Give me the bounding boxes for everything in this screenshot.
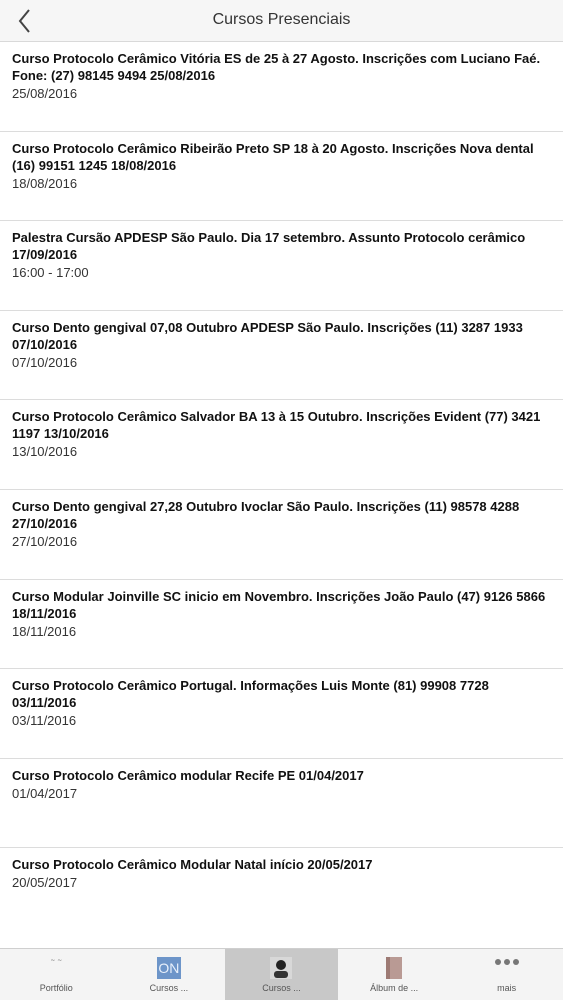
item-date: 27/10/2016 — [12, 533, 78, 549]
list-item[interactable] — [0, 669, 563, 759]
tab-more[interactable] — [450, 949, 563, 1000]
tab-cursos-online[interactable] — [113, 949, 226, 1000]
list-item[interactable] — [0, 580, 563, 670]
tab-label: Cursos ... — [149, 983, 189, 993]
course-list[interactable] — [0, 42, 563, 936]
tab-label: mais — [497, 983, 517, 993]
nav-header — [0, 0, 563, 42]
item-date: 18/11/2016 — [12, 623, 77, 639]
item-date: 20/05/2017 — [12, 875, 78, 891]
item-title: Curso Protocolo Cerâmico Salvador BA 13 à 15 Outubro. Inscrições Evident (77) 3421 1197 13/10/2016 — [12, 409, 541, 442]
item-title: Curso Modular Joinville SC inicio em Novembro. Inscrições João Paulo (47) 9126 5866 18/11/2016 — [12, 588, 546, 621]
tab-label: Cursos ... — [262, 983, 301, 993]
item-title: Curso Protocolo Cerâmico Vitória ES de 25 à 27 Agosto. Inscrições com Luciano Faé. Fone: (27) 98145 9494 25/08/2016 — [12, 51, 541, 83]
tab-portfolio[interactable] — [0, 949, 113, 1000]
list-item[interactable] — [0, 221, 563, 311]
item-title: Curso Dento gengival 07,08 Outubro APDESP São Paulo. Inscrições (11) 3287 1933 07/10/2016 — [12, 319, 523, 352]
item-title: Curso Protocolo Cerâmico Ribeirão Preto SP 18 à 20 Agosto. Inscrições Nova dental (16) 99151 1245 18/08/2016 — [12, 140, 534, 173]
item-date: 03/11/2016 — [12, 713, 77, 729]
item-date: 01/04/2017 — [12, 785, 78, 801]
list-item[interactable] — [0, 311, 563, 401]
item-title: Curso Protocolo Cerâmico Portugal. Informações Luis Monte (81) 99908 7728 03/11/2016 — [12, 678, 489, 711]
list-item[interactable] — [0, 490, 563, 580]
item-title: Palestra Cursão APDESP São Paulo. Dia 17 setembro. Assunto Protocolo cerâmico 17/09/2016 — [12, 230, 526, 263]
list-item[interactable] — [0, 400, 563, 490]
item-date: 16:00 - 17:00 — [12, 265, 89, 281]
tab-bar — [0, 948, 563, 1000]
item-date: 25/08/2016 — [12, 86, 78, 101]
tab-cursos-presenciais[interactable] — [225, 949, 338, 1000]
item-date: 18/08/2016 — [12, 175, 78, 191]
list-item[interactable] — [0, 42, 563, 132]
page-title: Cursos Presenciais — [212, 11, 351, 28]
item-title: Curso Protocolo Cerâmico modular Recife PE 01/04/2017 — [12, 767, 364, 783]
tab-label: Álbum de ... — [370, 983, 419, 993]
more-dots-icon — [495, 959, 519, 965]
album-icon — [386, 957, 402, 979]
list-item[interactable] — [0, 759, 563, 849]
item-title: Curso Protocolo Cerâmico Modular Natal início 20/05/2017 — [12, 857, 373, 873]
list-item[interactable] — [0, 848, 563, 936]
tab-label: Portfólio — [39, 983, 73, 993]
item-date: 07/10/2016 — [12, 354, 78, 370]
profile-photo-icon — [270, 957, 292, 979]
item-title: Curso Dento gengival 27,28 Outubro Ivoclar São Paulo. Inscrições (11) 98578 4288 27/10/2016 — [12, 498, 520, 531]
portfolio-logo-icon: ~ ~ — [50, 957, 63, 964]
on-icon: ON — [157, 957, 181, 979]
list-item[interactable] — [0, 132, 563, 222]
tab-album[interactable] — [338, 949, 451, 1000]
item-date: 13/10/2016 — [12, 444, 78, 460]
